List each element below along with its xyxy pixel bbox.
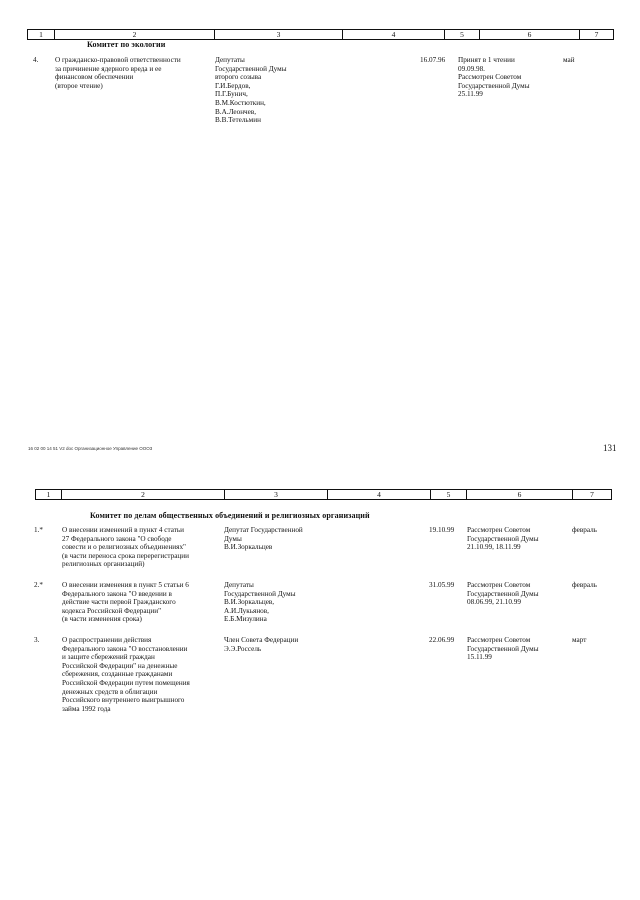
- submission-date: 22.06.99: [429, 636, 455, 644]
- section-title-public-associations: Комитет по делам общественных объединений и религиозных организаций: [90, 511, 370, 520]
- column-number-header-top: [27, 29, 614, 40]
- bill-authors: Депутаты Государственной Думы В.И.Зоркальцев, А.И.Лукьянов, Е.Б.Мизулина: [224, 581, 296, 624]
- page-number: 131: [603, 443, 617, 453]
- column-number: 3: [215, 30, 343, 39]
- table-row: [0, 56, 640, 146]
- row-number: 3.: [34, 636, 40, 644]
- section-title-ecology: Комитет по экологии: [87, 40, 166, 49]
- column-number: 7: [590, 490, 594, 499]
- column-number: 7: [594, 30, 599, 39]
- column-number: 5: [431, 490, 467, 499]
- row-number: 1.*: [34, 526, 43, 534]
- bill-authors: Член Совета Федерации Э.Э.Россель: [224, 636, 299, 653]
- submission-date: 19.10.99: [429, 526, 455, 534]
- column-number: 2: [62, 490, 225, 499]
- bill-status: Рассмотрен Советом Государственной Думы 08.06.99, 21.10.99: [467, 581, 539, 607]
- row-number: 2.*: [34, 581, 43, 589]
- column-number: 3: [225, 490, 328, 499]
- bill-status: Рассмотрен Советом Государственной Думы 15.11.99: [467, 636, 539, 662]
- bill-title: О гражданско-правовой ответственности за причинение ядерного вреда и ее финансовом обеспечении (второе чтение): [55, 56, 181, 90]
- column-number: 1: [28, 30, 55, 39]
- column-number: 5: [445, 30, 480, 39]
- column-number: 2: [55, 30, 215, 39]
- planned-month: май: [563, 56, 575, 64]
- footer-file-info: 16 02 00 14 51 V2 doc Организационное Управление ООО3: [28, 446, 153, 451]
- table-row: [0, 581, 640, 633]
- submission-date: 31.05.99: [429, 581, 455, 589]
- column-number: 4: [328, 490, 431, 499]
- column-number-header-bottom: [35, 489, 612, 500]
- table-row: [0, 526, 640, 578]
- column-number: 6: [480, 30, 580, 39]
- planned-month: февраль: [572, 581, 597, 589]
- planned-month: февраль: [572, 526, 597, 534]
- column-number: 6: [467, 490, 573, 499]
- submission-date: 16.07.96: [420, 56, 446, 64]
- bill-title: О внесении изменения в пункт 5 статьи 6 Федерального закона "О введении в действие части первой Гражданского кодекса Российской Федерации" (в части изменения срока): [62, 581, 189, 624]
- planned-month: март: [572, 636, 587, 644]
- column-number: 1: [36, 490, 62, 499]
- bill-title: О распространении действия Федерального закона "О восстановлении и защите сбережений граждан Российской Федерации" на денежные сбережения, созданные гражданами Российской Федерации путем помещения денежных средств в облигации Российского внутреннего выигрышного займа 1992 года: [62, 636, 190, 713]
- bill-authors: Депутаты Государственной Думы второго созыва Г.И.Бердов, П.Г.Бунич, В.М.Костюткин, В.А.Леончев, В.В.Тетельмин: [215, 56, 287, 125]
- bill-authors: Депутат Государственной Думы В.И.Зоркальцев: [224, 526, 303, 552]
- bill-status: Рассмотрен Советом Государственной Думы 21.10.99, 18.11.99: [467, 526, 539, 552]
- table-row: [0, 636, 640, 728]
- bill-status: Принят в 1 чтении 09.09.98. Рассмотрен Советом Государственной Думы 25.11.99: [458, 56, 530, 99]
- bill-title: О внесении изменений в пункт 4 статьи 27 Федерального закона "О свободе совести и о религиозных объединениях" (в части переноса срока перерегистрации религиозных организаций): [62, 526, 189, 569]
- row-number: 4.: [33, 56, 39, 64]
- column-number: 4: [343, 30, 445, 39]
